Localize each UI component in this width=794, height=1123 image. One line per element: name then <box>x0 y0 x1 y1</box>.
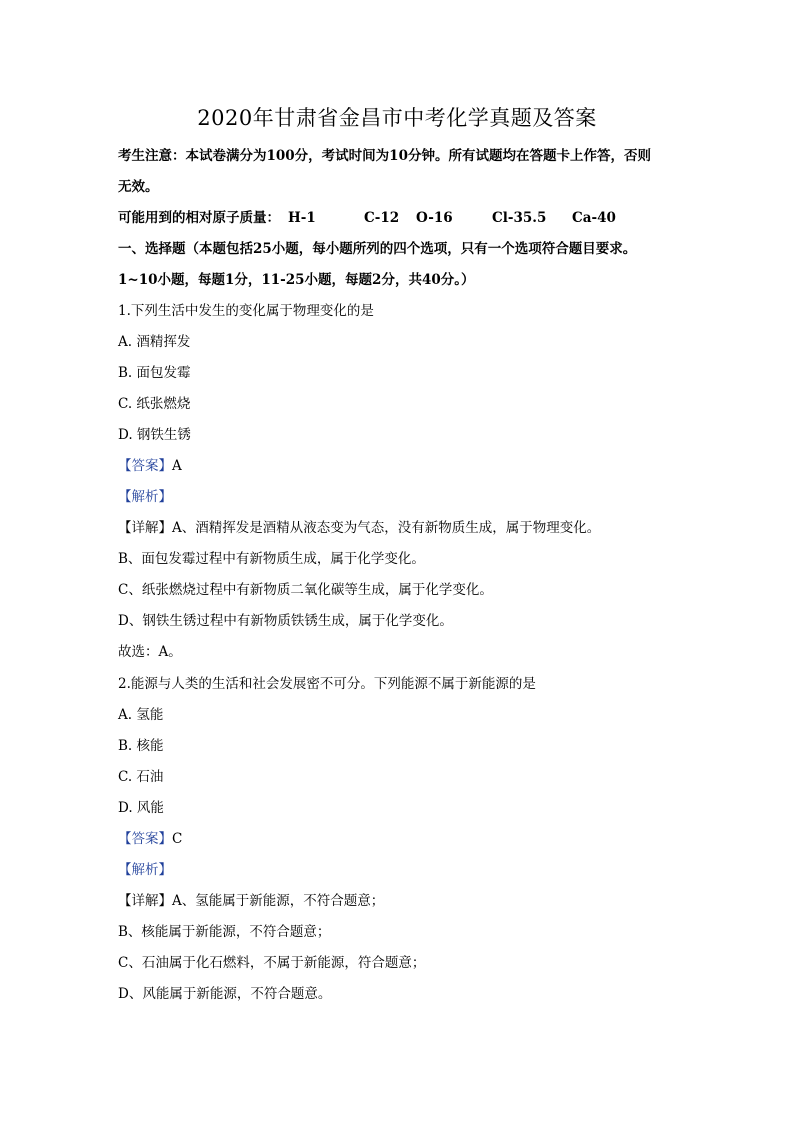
question-2-option-d: D. 风能 <box>118 800 164 816</box>
detail-tag: 【详解】 <box>118 520 172 536</box>
question-1-conclusion: 故选：A。 <box>118 644 182 660</box>
question-2-option-c: C. 石油 <box>118 769 164 785</box>
question-1-analysis-tag <box>118 487 678 507</box>
atomic-mass-item: Cl-35.5 <box>492 210 547 226</box>
section-heading-line-2: 1~10小题，每题1分，11-25小题，每题2分，共40分。） <box>118 272 475 288</box>
question-1-detail-line-3: C、纸张燃烧过程中有新物质二氧化碳等生成，属于化学变化。 <box>118 582 493 598</box>
question-2-answer <box>118 829 678 849</box>
analysis-tag: 【解析】 <box>118 489 172 505</box>
answer-tag: 【答案】 <box>118 458 172 474</box>
question-1-option-c: C. 纸张燃烧 <box>118 396 191 412</box>
question-2-option-a: A. 氢能 <box>118 707 164 723</box>
atomic-mass-item: Ca-40 <box>572 210 616 226</box>
exam-notice-line-1: 考生注意：本试卷满分为100分，考试时间为10分钟。所有试题均在答题卡上作答，否则 <box>118 148 651 164</box>
question-2-stem: 2.能源与人类的生活和社会发展密不可分。下列能源不属于新能源的是 <box>118 676 536 692</box>
question-2-detail-line-3: C、石油属于化石燃料，不属于新能源，符合题意； <box>118 955 426 971</box>
question-1-option-a: A. 酒精挥发 <box>118 334 191 350</box>
section-heading-line-1: 一、选择题（本题包括25小题，每小题所列的四个选项，只有一个选项符合题目要求。 <box>118 241 637 257</box>
answer-value: C <box>172 831 183 847</box>
atomic-mass-item: H-1 <box>288 210 316 226</box>
question-2-detail-line-4: D、风能属于新能源，不符合题意。 <box>118 986 332 1002</box>
question-1-answer <box>118 456 678 476</box>
question-1-stem: 1.下列生活中发生的变化属于物理变化的是 <box>118 303 374 319</box>
question-2-option-b: B. 核能 <box>118 738 164 754</box>
atomic-mass-label: 可能用到的相对原子质量： <box>118 210 280 226</box>
page-title: 2020年甘肃省金昌市中考化学真题及答案 <box>197 106 597 130</box>
exam-notice-line-2: 无效。 <box>118 179 159 195</box>
analysis-tag: 【解析】 <box>118 862 172 878</box>
question-1-detail-line-1: 【详解】A、酒精挥发是酒精从液态变为气态，没有新物质生成，属于物理变化。 <box>118 520 601 536</box>
detail-tag: 【详解】 <box>118 893 172 909</box>
question-1-option-b: B. 面包发霉 <box>118 365 191 381</box>
question-1-detail-line-4: D、钢铁生锈过程中有新物质铁锈生成，属于化学变化。 <box>118 613 453 629</box>
atomic-mass-item: O-16 <box>416 210 453 226</box>
answer-tag: 【答案】 <box>118 831 172 847</box>
atomic-mass-item: C-12 <box>364 210 400 226</box>
question-2-analysis-tag <box>118 860 678 880</box>
atomic-mass-row <box>118 208 678 228</box>
answer-value: A <box>172 458 182 474</box>
question-2-detail-line-1: 【详解】A、氢能属于新能源，不符合题意； <box>118 893 385 909</box>
question-1-option-d: D. 钢铁生锈 <box>118 427 191 443</box>
question-1-detail-line-2: B、面包发霉过程中有新物质生成，属于化学变化。 <box>118 551 425 567</box>
question-2-detail-line-2: B、核能属于新能源，不符合题意； <box>118 924 331 940</box>
